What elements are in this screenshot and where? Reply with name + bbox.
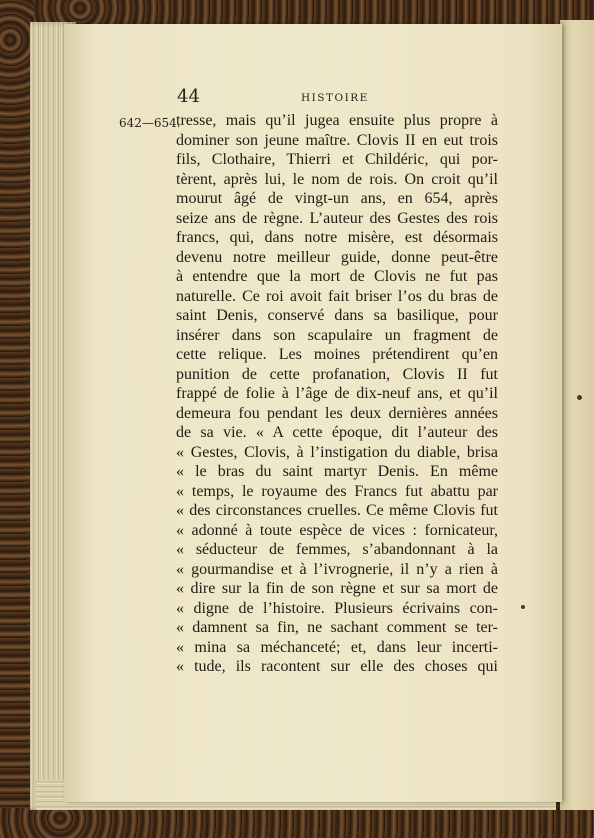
text-line: « mina sa méchanceté; et, dans leur incerti- bbox=[176, 638, 498, 656]
text-line: frappé de folie à l’âge de dix-neuf ans, et qu’il bbox=[176, 385, 498, 402]
text-line: naturelle. Ce roi avoit fait briser l’os du bras de bbox=[176, 287, 498, 305]
ink-speck bbox=[521, 605, 525, 609]
text-line: mourut âgé de vingt-un ans, en 654, après bbox=[176, 190, 498, 207]
text-line: « dire sur la fin de son règne et sur sa mort de bbox=[176, 580, 498, 597]
text-line: francs, qui, dans notre misère, est désormais bbox=[176, 229, 498, 246]
text-line: fils, Clothaire, Thierri et Childéric, qui por- bbox=[176, 151, 498, 168]
text-line: « tude, ils racontent sur elle des choses qui bbox=[176, 658, 498, 675]
text-line: « digne de l’histoire. Plusieurs écrivains con- bbox=[176, 599, 498, 617]
margin-date-note: 642—654. bbox=[119, 116, 181, 130]
text-line: « gourmandise et à l’ivrognerie, il n’y a rien à bbox=[176, 560, 498, 578]
running-head bbox=[177, 86, 485, 108]
marbled-cover-top bbox=[0, 0, 594, 24]
text-line: punition de cette profanation, Clovis II fut bbox=[176, 365, 498, 383]
facing-page-edge bbox=[560, 20, 594, 810]
text-line: « adonné à toute espèce de vices : fornicateur, bbox=[176, 521, 498, 539]
text-line: seize ans de règne. L’auteur des Gestes des rois bbox=[176, 209, 498, 227]
running-head-title: HISTOIRE bbox=[301, 92, 369, 104]
text-line: « séducteur de femmes, s’abandonnant à la bbox=[176, 541, 498, 558]
text-line: « damnent sa fin, ne sachant comment se ter- bbox=[176, 619, 498, 636]
body-text bbox=[176, 111, 498, 677]
text-line: tresse, mais qu’il jugea ensuite plus propre à bbox=[176, 112, 498, 129]
text-line: insérer dans son scapulaire un fragment de bbox=[176, 326, 498, 344]
marbled-cover-bottom bbox=[0, 808, 594, 838]
text-line: cette relique. Les moines prétendirent qu’en bbox=[176, 346, 498, 363]
text-line: demeura fou pendant les deux dernières années bbox=[176, 404, 498, 422]
text-line: saint Denis, conservé dans sa basilique, pour bbox=[176, 307, 498, 324]
text-line: à entendre que la mort de Clovis ne fut pas bbox=[176, 268, 498, 285]
text-line: « des circonstances cruelles. Ce même Clovis fut bbox=[176, 502, 498, 519]
page-number: 44 bbox=[177, 86, 200, 107]
ink-speck bbox=[577, 395, 582, 400]
marbled-cover-left bbox=[0, 0, 34, 838]
text-line: devenu notre meilleur guide, donne peut-être bbox=[176, 248, 498, 266]
text-line: tèrent, après lui, le nom de rois. On croit qu’il bbox=[176, 170, 498, 188]
text-line: dominer son jeune maître. Clovis II en eut trois bbox=[176, 131, 498, 149]
text-line: « temps, le royaume des Francs fut abattu par bbox=[176, 482, 498, 500]
text-line: de sa vie. « A cette époque, dit l’auteur des bbox=[176, 424, 498, 441]
text-line: « Gestes, Clovis, à l’instigation du diable, brisa bbox=[176, 443, 498, 461]
text-line: « le bras du saint martyr Denis. En même bbox=[176, 463, 498, 480]
